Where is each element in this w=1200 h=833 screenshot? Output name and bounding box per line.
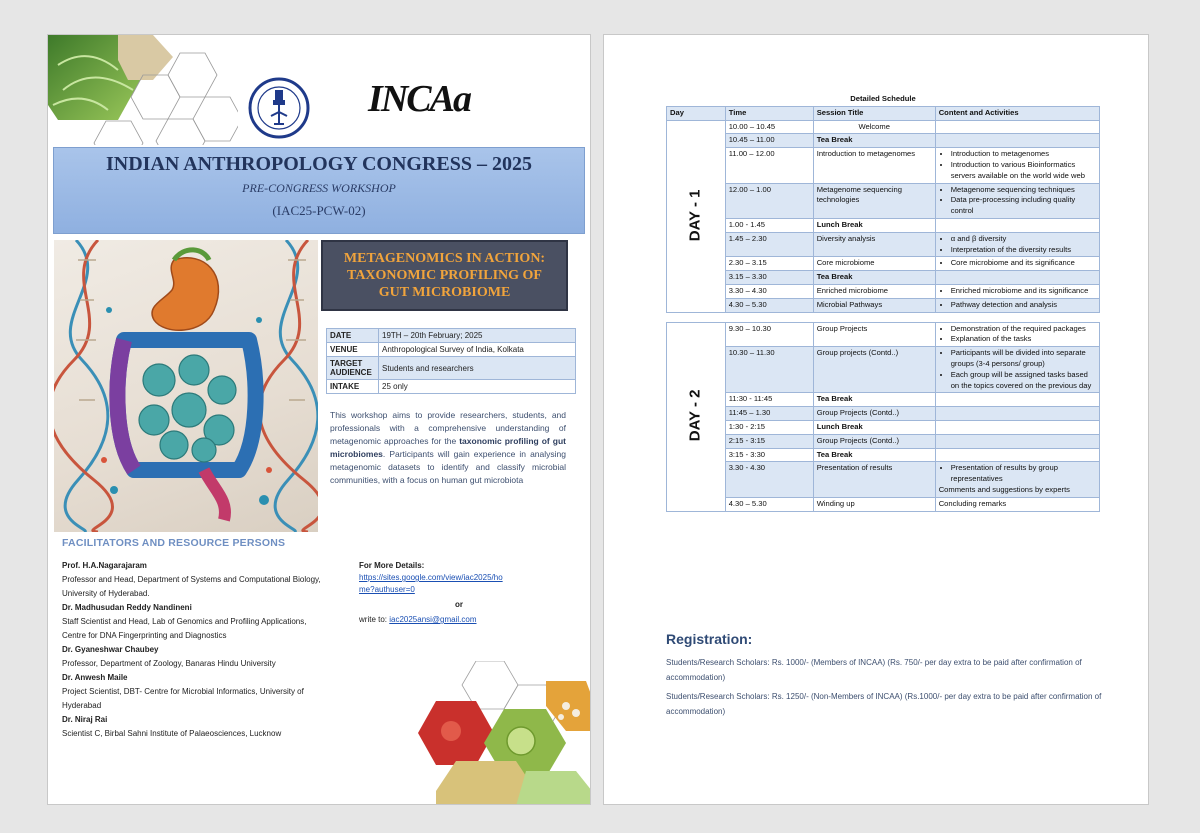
session-content — [935, 448, 1099, 462]
session-title: Microbial Pathways — [813, 298, 935, 312]
schedule-row — [667, 434, 1100, 448]
info-row-intake — [327, 380, 576, 394]
content-list — [939, 234, 1096, 256]
session-time: 1:30 - 2:15 — [725, 420, 813, 434]
content-list — [939, 324, 1096, 346]
day-label: DAY - 1 — [686, 189, 704, 241]
congress-title: INDIAN ANTHROPOLOGY CONGRESS – 2025 — [106, 153, 532, 175]
info-value: Anthropological Survey of India, Kolkata — [379, 343, 576, 357]
session-time: 10.00 – 10.45 — [725, 120, 813, 134]
day-label-cell — [667, 322, 726, 511]
content-list — [939, 348, 1096, 391]
session-title: Presentation of results — [813, 462, 935, 497]
schedule-row — [667, 120, 1100, 134]
content-item: • Data pre-processing including quality control — [951, 195, 1096, 217]
flyer-page-left — [47, 34, 591, 805]
session-time: 1.45 – 2.30 — [725, 232, 813, 257]
content-item: • Presentation of results by group representatives — [951, 463, 1096, 485]
description-part-2: . Participants will gain experience in analysing metagenomic datasets to identify and classify microbial communities, with a focus on human gut microbiota — [330, 449, 566, 485]
schedule-row — [667, 271, 1100, 285]
website-link[interactable]: https://sites.google.com/view/iac2025/home?authuser=0 — [359, 573, 503, 594]
session-time: 4.30 – 5.30 — [725, 298, 813, 312]
schedule-row — [667, 148, 1100, 183]
incaa-logo — [361, 73, 477, 125]
description-bold: taxonomic profiling of gut microbiomes — [330, 436, 566, 459]
schedule-header-row — [667, 106, 1100, 120]
content-item: • Introduction to various Bioinformatics servers available on the world wide web — [951, 160, 1096, 182]
schedule-caption: Detailed Schedule — [667, 93, 1100, 106]
info-value: 19TH – 20th February; 2025 — [379, 329, 576, 343]
session-title: Tea Break — [813, 448, 935, 462]
write-to-line — [359, 614, 509, 626]
session-time: 3.15 – 3.30 — [725, 271, 813, 285]
info-row-venue — [327, 343, 576, 357]
session-content — [935, 434, 1099, 448]
schedule-caption-row — [667, 93, 1100, 106]
facilitator-entry — [62, 601, 332, 643]
info-key: TARGET AUDIENCE — [327, 357, 379, 380]
workshop-title-line-2: TAXONOMIC PROFILING OF — [347, 268, 542, 283]
content-item: • Each group will be assigned tasks based on the topics covered on the previous day — [951, 370, 1096, 392]
gut-illustration-icon — [54, 240, 318, 532]
session-title: Group Projects (Contd..) — [813, 407, 935, 421]
session-content — [935, 120, 1099, 134]
info-key: VENUE — [327, 343, 379, 357]
session-title: Group projects (Contd..) — [813, 347, 935, 393]
content-list — [939, 286, 1096, 297]
write-to-label: write to: — [359, 615, 390, 624]
content-item: • Introduction to metagenomes — [951, 149, 1096, 160]
session-title: Group Projects (Contd..) — [813, 434, 935, 448]
content-item: • Participants will be divided into separate groups (3-4 persons/ group) — [951, 348, 1096, 370]
content-list — [939, 149, 1096, 181]
info-value: 25 only — [379, 380, 576, 394]
session-content — [935, 271, 1099, 285]
session-time: 11:45 – 1.30 — [725, 407, 813, 421]
schedule-row — [667, 497, 1100, 511]
header-session: Session Title — [813, 106, 935, 120]
details-heading: For More Details: — [359, 561, 425, 570]
workshop-title-line-3: GUT MICROBIOME — [378, 285, 511, 300]
schedule-row — [667, 347, 1100, 393]
facilitator-name: Dr. Gyaneshwar Chaubey — [62, 645, 159, 654]
session-content — [935, 420, 1099, 434]
session-content — [935, 497, 1099, 511]
session-title: Core microbiome — [813, 257, 935, 271]
content-item: • Interpretation of the diversity results — [951, 245, 1096, 256]
session-title: Diversity analysis — [813, 232, 935, 257]
session-time: 3:15 - 3:30 — [725, 448, 813, 462]
session-time: 2.30 – 3.15 — [725, 257, 813, 271]
schedule-row — [667, 322, 1100, 347]
registration-heading: Registration: — [666, 631, 753, 647]
workshop-info-table — [326, 328, 576, 394]
schedule-row — [667, 407, 1100, 421]
workshop-code: (IAC25-PCW-02) — [272, 203, 366, 218]
facilitators-list — [62, 559, 332, 741]
schedule-row — [667, 218, 1100, 232]
session-title: Introduction to metagenomes — [813, 148, 935, 183]
description-part-1: This workshop aims to provide researchers, students, and professionals with a comprehensive understanding of metagenomic approaches for the — [330, 410, 566, 446]
session-time: 12.00 – 1.00 — [725, 183, 813, 218]
content-item: • Explanation of the tasks — [951, 334, 1096, 345]
schedule-row — [667, 393, 1100, 407]
facilitator-role: Staff Scientist and Head, Lab of Genomics and Profiling Applications, Centre for DNA Fingerprinting and Diagnostics — [62, 617, 307, 640]
schedule-gap-row — [667, 312, 1100, 322]
workshop-description — [330, 409, 566, 487]
session-time: 1.00 - 1.45 — [725, 218, 813, 232]
congress-title-box — [53, 147, 585, 234]
hexagon-food-collage — [48, 35, 238, 145]
facilitator-name: Dr. Madhusudan Reddy Nandineni — [62, 603, 192, 612]
schedule-row — [667, 183, 1100, 218]
content-note: Concluding remarks — [938, 498, 1007, 508]
day-2-schedule — [667, 322, 1100, 511]
session-title: Tea Break — [813, 393, 935, 407]
schedule-row — [667, 284, 1100, 298]
session-content — [935, 298, 1099, 312]
content-item: • Demonstration of the required packages — [951, 324, 1096, 335]
facilitator-entry — [62, 559, 332, 601]
facilitators-heading: FACILITATORS AND RESOURCE PERSONS — [62, 537, 286, 549]
session-time: 3.30 – 4.30 — [725, 284, 813, 298]
workshop-title-box — [321, 240, 568, 311]
contact-details — [359, 560, 509, 626]
incaa-logo-text: INCAa — [368, 78, 470, 120]
session-title: Metagenome sequencing technologies — [813, 183, 935, 218]
session-time: 4.30 – 5.30 — [725, 497, 813, 511]
workshop-title-line-1: METAGENOMICS IN ACTION: — [343, 251, 546, 266]
info-row-audience — [327, 357, 576, 380]
header-day: Day — [667, 106, 726, 120]
session-content — [935, 218, 1099, 232]
session-time: 9.30 – 10.30 — [725, 322, 813, 347]
session-time: 10.30 – 11.30 — [725, 347, 813, 393]
content-item: • Core microbiome and its significance — [951, 258, 1096, 269]
session-title: Lunch Break — [813, 420, 935, 434]
session-time: 11:30 - 11:45 — [725, 393, 813, 407]
session-title: Winding up — [813, 497, 935, 511]
schedule-row — [667, 134, 1100, 148]
header-time: Time — [725, 106, 813, 120]
content-list — [939, 300, 1096, 311]
session-title: Tea Break — [813, 134, 935, 148]
schedule-row — [667, 298, 1100, 312]
session-title: Tea Break — [813, 271, 935, 285]
schedule-row — [667, 257, 1100, 271]
session-content — [935, 134, 1099, 148]
content-list — [939, 463, 1096, 485]
schedule-row — [667, 448, 1100, 462]
facilitator-role: Project Scientist, DBT- Centre for Microbial Informatics, University of Hyderabad — [62, 687, 304, 710]
registration-fee-members: Students/Research Scholars: Rs. 1000/- (Members of INCAA) (Rs. 750/- per day extra to be paid after confirmation of accommodation) — [666, 658, 1082, 682]
content-list — [939, 185, 1096, 217]
facilitator-entry — [62, 713, 332, 741]
info-key: DATE — [327, 329, 379, 343]
session-time: 2:15 - 3:15 — [725, 434, 813, 448]
session-content — [935, 284, 1099, 298]
facilitator-name: Dr. Anwesh Maile — [62, 673, 128, 682]
schedule-row — [667, 420, 1100, 434]
facilitator-role: Scientist C, Birbal Sahni Institute of Palaeosciences, Lucknow — [62, 729, 282, 738]
session-title: Welcome — [813, 120, 935, 134]
facilitator-role: Professor and Head, Department of Systems and Computational Biology, University of Hyderabad. — [62, 575, 321, 598]
content-list — [939, 258, 1096, 269]
facilitator-entry — [62, 671, 332, 713]
session-content — [935, 393, 1099, 407]
gut-microbiome-illustration — [54, 240, 318, 532]
hexagon-food-collage-bottom — [416, 661, 591, 805]
facilitator-entry — [62, 643, 332, 671]
info-row-date — [327, 329, 576, 343]
schedule-table — [666, 93, 1100, 512]
session-title: Lunch Break — [813, 218, 935, 232]
session-content — [935, 232, 1099, 257]
workshop-subtitle: PRE-CONGRESS WORKSHOP — [242, 181, 396, 195]
email-link[interactable]: iac2025ansi@gmail.com — [389, 615, 477, 624]
content-item: • Enriched microbiome and its significance — [951, 286, 1096, 297]
content-item: • Metagenome sequencing techniques — [951, 185, 1096, 196]
flyer-page-right — [603, 34, 1149, 805]
session-content — [935, 462, 1099, 497]
day-label: DAY - 2 — [686, 389, 704, 442]
content-item: • α and β diversity — [951, 234, 1096, 245]
session-title: Enriched microbiome — [813, 284, 935, 298]
schedule-row — [667, 232, 1100, 257]
facilitator-name: Dr. Niraj Rai — [62, 715, 108, 724]
anthropological-survey-logo — [244, 73, 314, 143]
schedule-row — [667, 462, 1100, 497]
session-time: 11.00 – 12.00 — [725, 148, 813, 183]
session-content — [935, 257, 1099, 271]
session-content — [935, 407, 1099, 421]
session-content — [935, 322, 1099, 347]
session-content — [935, 347, 1099, 393]
or-label: or — [455, 600, 463, 609]
content-note: Comments and suggestions by experts — [938, 484, 1070, 494]
facilitator-role: Professor, Department of Zoology, Banaras Hindu University — [62, 659, 276, 668]
session-time: 10.45 – 11.00 — [725, 134, 813, 148]
content-item: • Pathway detection and analysis — [951, 300, 1096, 311]
info-value: Students and researchers — [379, 357, 576, 380]
day-label-cell — [667, 120, 726, 312]
session-title: Group Projects — [813, 322, 935, 347]
session-content — [935, 148, 1099, 183]
gap-cell — [667, 312, 1100, 322]
facilitator-name: Prof. H.A.Nagarajaram — [62, 561, 147, 570]
day-1-schedule — [667, 120, 1100, 312]
info-key: INTAKE — [327, 380, 379, 394]
registration-fee-non-members: Students/Research Scholars: Rs. 1250/- (Non-Members of INCAA) (Rs.1000/- per day extra to be paid after confirmation of accommodation) — [666, 692, 1102, 716]
session-content — [935, 183, 1099, 218]
session-time: 3.30 - 4.30 — [725, 462, 813, 497]
emblem-icon — [247, 76, 311, 140]
header-content: Content and Activities — [935, 106, 1099, 120]
